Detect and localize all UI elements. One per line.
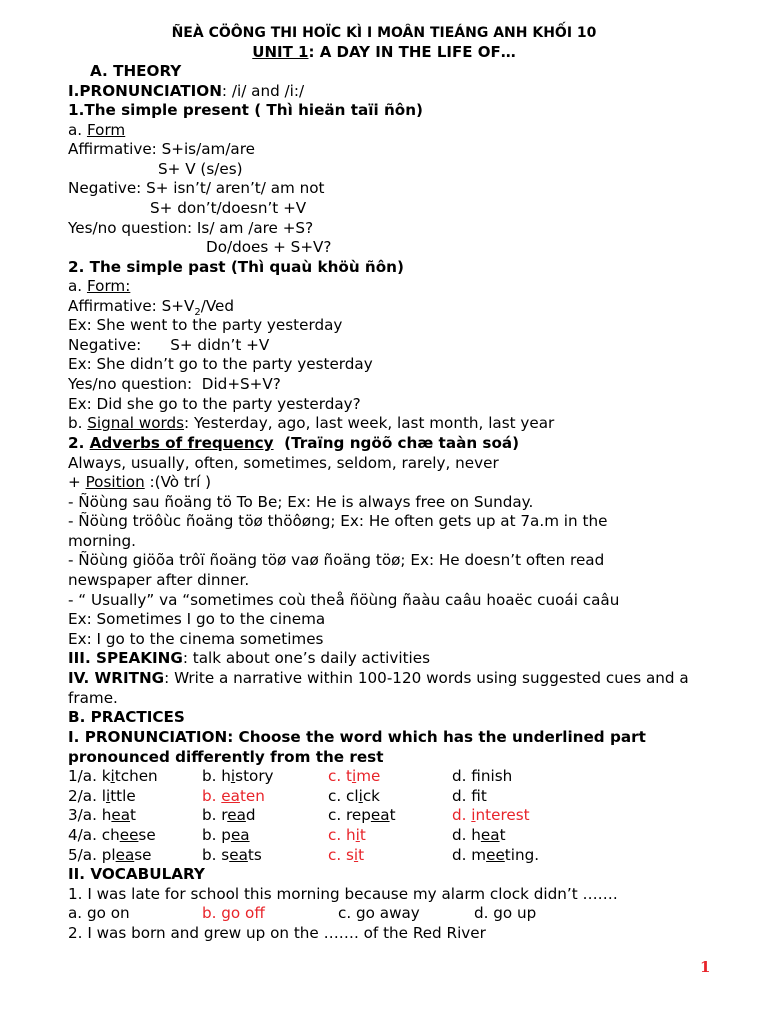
option-3b (202, 806, 256, 826)
option-prefix: 5/a. pl (68, 845, 116, 864)
option-prefix: b. s (202, 845, 230, 864)
underlined-sound: ee (119, 826, 139, 845)
practice-pronunciation-heading: I. PRONUNCIATION: Choose the word which has the underlined part pronounced differently from the rest (68, 728, 646, 766)
option-suffix: se (138, 826, 156, 845)
past-heading: 2. The simple past (Thì quaù khöù ñôn) (68, 258, 404, 276)
writing-section (68, 669, 708, 708)
past-form-label: Form: (86, 277, 131, 295)
present-form (68, 121, 728, 141)
option-suffix: ck (362, 786, 380, 805)
option-suffix: t (358, 845, 365, 864)
option-prefix: d. (452, 806, 472, 825)
underlined-sound: i (351, 767, 357, 785)
present-form-label: Form (86, 121, 126, 139)
adverbs-rule-3: - Ñöùng giöõa trôï ñoäng töø vaø ñoäng töø; Ex: He doesn’t often read newspaper after dinner. (68, 551, 605, 589)
option-2a (68, 787, 136, 807)
option-suffix: nterest (475, 806, 530, 825)
unit-label: UNIT 1 (252, 43, 309, 61)
underlined-sound: i (471, 806, 476, 825)
option-4a (68, 826, 156, 846)
underlined-sound: ea (227, 806, 246, 825)
option-suffix: t (359, 826, 366, 845)
speaking-rest: : talk about one’s daily activities (182, 649, 431, 667)
past-example-1: Ex: She went to the party yesterday (68, 316, 343, 334)
pronunciation-heading (68, 82, 728, 102)
option-prefix: b. r (202, 806, 228, 825)
past-form-prefix: a. (68, 277, 87, 295)
underlined-sound: ea (370, 806, 390, 825)
unit-heading (0, 43, 768, 63)
option-5c (328, 846, 364, 866)
option-4d (452, 826, 506, 846)
past-aff-subscript: 2 (194, 307, 201, 319)
option-prefix: d. m (452, 845, 487, 864)
option-3d (452, 806, 530, 826)
vocab-question-1: 1. I was late for school this morning because my alarm clock didn’t ……. (68, 885, 618, 903)
option-prefix: 4/a. ch (68, 826, 120, 845)
q1-option-b: b. go off (202, 904, 265, 922)
option-suffix: ttle (110, 786, 136, 805)
option-prefix: d. f (452, 767, 481, 785)
adverbs-heading (68, 434, 728, 454)
q1-option-c: c. go away (338, 904, 420, 922)
option-suffix: me (356, 767, 381, 785)
signal-words (68, 414, 728, 434)
adverbs-list: Always, usually, often, sometimes, seldom, rarely, never (68, 454, 499, 472)
past-affirmative (68, 297, 728, 317)
speaking-section (68, 649, 728, 669)
present-form-prefix: a. (68, 121, 87, 139)
past-example-3: Ex: Did she go to the party yesterday? (68, 395, 361, 413)
underlined-sound: ea (111, 806, 131, 825)
adverbs-rule-4: - “ Usually” va “sometimes coù theå ñöùng ñaàu caâu hoaëc cuoái caâu (68, 591, 620, 609)
option-1a (68, 767, 158, 787)
present-negative-1: Negative: S+ isn’t/ aren’t/ am not (68, 179, 325, 197)
speaking-label: III. SPEAKING (68, 649, 183, 667)
option-prefix: b. p (202, 826, 231, 845)
adverbs-label: Adverbs of frequency (89, 434, 274, 452)
underlined-sound: i (105, 786, 111, 805)
vocab-question-2: 2. I was born and grew up on the ……. of the Red River (68, 924, 486, 942)
past-aff-suffix: /Ved (200, 297, 235, 315)
adverbs-example-1: Ex: Sometimes I go to the cinema (68, 610, 326, 628)
adverbs-rule-1: - Ñöùng sau ñoäng tö To Be; Ex: He is always free on Sunday. (68, 493, 534, 511)
option-suffix: se (134, 845, 152, 864)
option-5a (68, 846, 152, 866)
option-5d (452, 846, 539, 866)
underlined-sound: ea (230, 826, 250, 845)
underlined-sound: i (358, 786, 363, 805)
underlined-sound: ea (221, 786, 240, 805)
position-label: Position (85, 473, 145, 491)
option-suffix: d (245, 806, 256, 825)
option-prefix: b. h (202, 767, 231, 785)
option-1d (452, 767, 512, 787)
option-4b (202, 826, 250, 846)
writing-label: IV. WRITNG (68, 669, 165, 687)
option-prefix: 3/a. h (68, 806, 112, 825)
adverbs-rest: (Traïng ngöõ chæ taàn soá) (273, 434, 520, 452)
option-prefix: b. (202, 786, 222, 805)
signal-prefix: b. (68, 414, 88, 432)
option-1b (202, 767, 274, 787)
present-affirmative-1: Affirmative: S+is/am/are (68, 140, 255, 158)
option-suffix: nish (480, 767, 513, 785)
option-prefix: 2/a. l (68, 786, 106, 805)
position-rest: :(Vò trí ) (144, 473, 212, 491)
present-question-1: Yes/no question: Is/ am /are +S? (68, 219, 314, 237)
vocabulary-heading: II. VOCABULARY (68, 865, 205, 883)
present-negative-2: S+ don’t/doesn’t +V (150, 199, 307, 217)
option-prefix: c. h (328, 826, 356, 845)
past-form (68, 277, 728, 297)
option-5b (202, 846, 262, 866)
practices-heading: B. PRACTICES (68, 708, 185, 726)
page-number: 1 (700, 958, 711, 976)
writing-rest: : Write a narrative within 100-120 words using suggested cues and a frame. (68, 669, 689, 707)
past-example-2: Ex: She didn’t go to the party yesterday (68, 355, 373, 373)
q1-option-a: a. go on (68, 904, 130, 922)
underlined-sound: i (355, 826, 360, 845)
underlined-sound: ea (480, 826, 500, 845)
option-suffix: t (499, 826, 506, 845)
signal-rest: : Yesterday, ago, last week, last month, last year (184, 414, 555, 432)
option-prefix: c. cl (328, 786, 359, 805)
underlined-sound: i (353, 845, 359, 864)
underlined-sound: i (230, 767, 236, 785)
underlined-sound: ea (229, 845, 248, 864)
present-heading: 1.The simple present ( Thì hieän taïi ñôn) (68, 101, 423, 119)
pronunciation-rest: : /i/ and /i:/ (221, 82, 305, 100)
adverbs-num: 2. (68, 434, 90, 452)
option-2b (202, 787, 265, 807)
option-suffix: tchen (114, 767, 158, 785)
past-negative: Negative: S+ didn’t +V (68, 336, 270, 354)
option-suffix: ting. (504, 845, 540, 864)
unit-rest: : A DAY IN THE LIFE OF… (308, 43, 516, 61)
option-prefix: d. f (452, 786, 481, 805)
option-suffix: ten (239, 786, 265, 805)
document-title: ÑEÀ CÖÔNG THI HOÏC KÌ I MOÂN TIEÁNG ANH KHỐI 10 (171, 25, 597, 41)
option-3a (68, 806, 136, 826)
option-4c (328, 826, 366, 846)
underlined-sound: i (110, 767, 115, 785)
present-question-2: Do/does + S+V? (206, 238, 332, 256)
option-prefix: 1/a. k (68, 767, 111, 785)
adverbs-position (68, 473, 728, 493)
present-affirmative-2: S+ V (s/es) (158, 160, 243, 178)
q1-option-d: d. go up (474, 904, 537, 922)
adverbs-rule-2: - Ñöùng tröôùc ñoäng töø thöôøng; Ex: He often gets up at 7a.m in the morning. (68, 512, 608, 550)
option-3c (328, 806, 396, 826)
pronunciation-label: I.PRONUNCIATION (68, 82, 222, 100)
option-suffix: t (389, 806, 396, 825)
option-prefix: c. t (328, 767, 352, 785)
position-prefix: + (68, 473, 86, 491)
option-prefix: d. h (452, 826, 481, 845)
past-question: Yes/no question: Did+S+V? (68, 375, 281, 393)
option-2c (328, 787, 380, 807)
option-suffix: t (480, 786, 487, 805)
underlined-sound: ea (115, 845, 135, 864)
past-aff-prefix: Affirmative: S+V (68, 297, 195, 315)
option-suffix: ts (247, 845, 262, 864)
option-prefix: c. rep (328, 806, 371, 825)
option-suffix: story (235, 767, 274, 785)
signal-label: Signal words (87, 414, 185, 432)
option-prefix: c. s (328, 845, 354, 864)
adverbs-example-2: Ex: I go to the cinema sometimes (68, 630, 324, 648)
option-2d (452, 787, 487, 807)
underlined-sound: ee (486, 845, 505, 864)
theory-heading: A. THEORY (90, 62, 182, 80)
option-suffix: t (130, 806, 136, 825)
option-1c (328, 767, 380, 787)
